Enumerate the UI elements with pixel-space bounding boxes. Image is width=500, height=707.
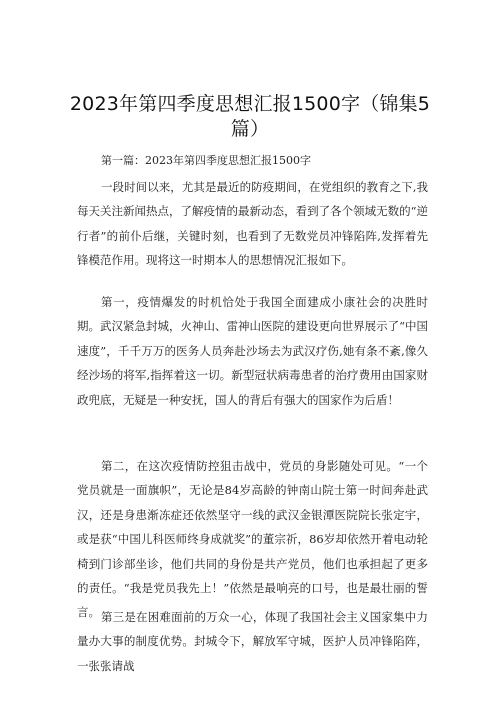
section-heading: 第一篇：2023年第四季度思想汇报1500字 <box>101 154 311 167</box>
document-title: 2023年第四季度思想汇报1500字（锦集5篇） <box>69 93 431 140</box>
paragraph: 第三是在困难面前的万众一心，体现了我国社会主义国家集中力量办大事的制度优势。封城令下，解放军守城，医护人员冲锋陷阵，一张张请战 <box>77 610 428 673</box>
paragraph: 一段时间以来，尤其是最近的防疫期间，在党组织的教育之下,我每天关注新闻热点，了解疫情的最新动态，看到了各个领域无数的“逆行者”的前仆后继，关键时刻，也看到了无数党员冲锋陷阵,发挥着先锋模范作用。现将这一时期本人的思想情况汇报如下。 <box>77 180 428 268</box>
paragraph: 第一，疫情爆发的时机恰处于我国全面建成小康社会的决胜时期。武汉紧急封城，火神山、雷神山医院的建设更向世界展示了“中国速度”，千千万万的医务人员奔赴沙场去为武汉疗伤,她有条不紊,像久经沙场的将军,指挥着这一切。新型冠状病毒患者的治疗费用由国家财政兜底，无疑是一种安抚，国人的背后有强大的国家作为后盾！ <box>77 295 428 407</box>
paragraph: 第二，在这次疫情防控狙击战中，党员的身影随处可见。“一个党员就是一面旗帜”，无论是84岁高龄的钟南山院士第一时间奔赴武汉，还是身患渐冻症还依然坚守一线的武汉金银潭医院院长张定宇，或是获“中国儿科医师终身成就奖”的董宗祈，86岁却依然开着电动轮椅到门诊部坐诊，他们共同的身份是共产党员，他们也承担起了更多的责任。“我是党员我先上！”依然是最响亮的口号，也是最壮丽的誓言。 <box>77 459 428 620</box>
